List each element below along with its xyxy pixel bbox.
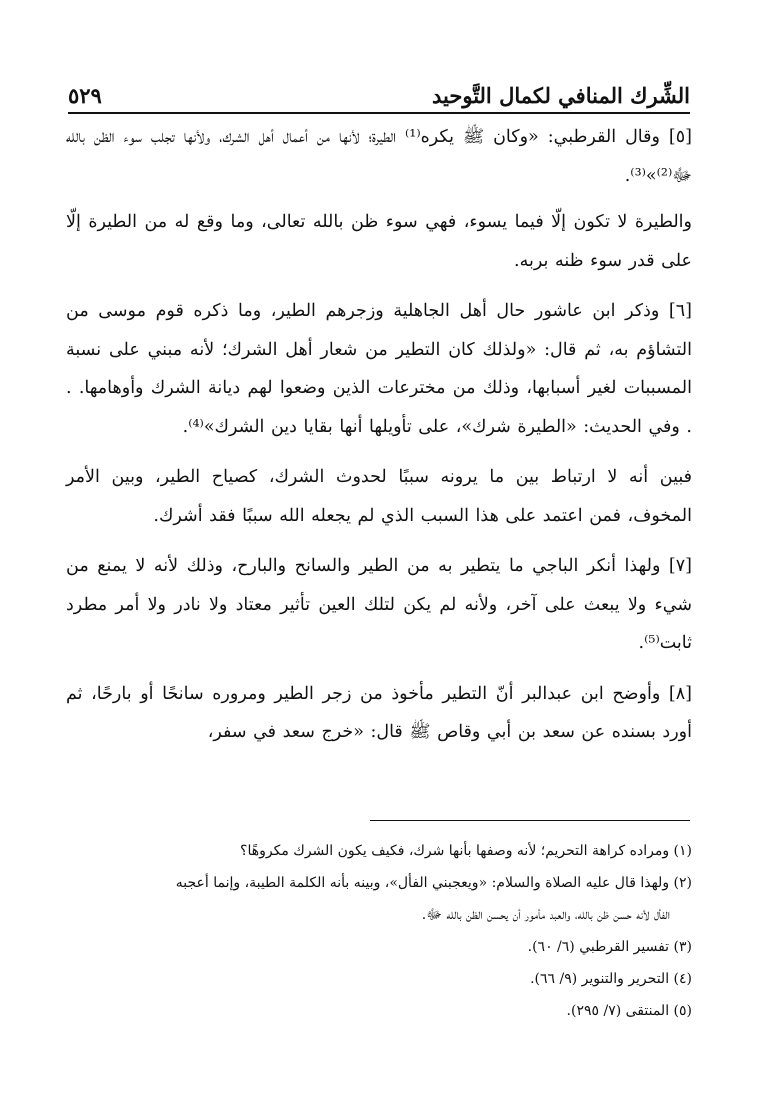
footnote-5: (٥) المنتقى (٧/ ٢٩٥).: [566, 1003, 692, 1019]
running-header: [68, 72, 690, 108]
running-title: الشِّرك المنافي لكمال التَّوحيد: [432, 83, 690, 108]
footnote-2-continued: الفأل لأنه حسن ظن بالله، والعبد مأمور أن يحسن الظن بالله ﷻ.: [421, 907, 670, 923]
footnote-4: (٤) التحرير والتنوير (٩/ ٦٦).: [530, 971, 692, 987]
footnotes: [66, 836, 692, 1028]
footnote-3: (٣) تفسير القرطبي (٦/ ٦٠).: [527, 939, 692, 955]
paragraph-no-causal-link: فبين أنه لا ارتباط بين ما يرونه سببًا لحدوث الشرك، كصياح الطير، وبين الأمر المخوف، فمن اعتمد على هذا السبب الذي لم يجعله الله سببًا فقد أشرك.: [66, 467, 692, 526]
footnote-2: (٢) ولهذا قال عليه الصلاة والسلام: «ويعجبني الفأل»، وبينه بأنه الكلمة الطيبة، وإنما أعجبه: [175, 875, 692, 891]
footnote-rule: [370, 820, 690, 821]
paragraph-5-qurtubi: [٥] وقال القرطبي: «وكان ﷺ يكره⁽¹⁾ الطيرة؛ لأنها من أعمال أهل الشرك، ولأنها تجلب سوء الظن بالله ﷻ⁽²⁾»⁽³⁾.: [66, 127, 692, 186]
paragraph-8-ibn-abdulbarr: [٨] وأوضح ابن عبدالبر أنّ التطير مأخوذ من زجر الطير ومروره سانحًا أو بارحًا، ثم أورد بسنده عن سعد بن أبي وقاص ﷺ قال: «خرج سعد في سفر،: [66, 683, 692, 742]
header-rule: [68, 112, 690, 114]
paragraph-tiyarah-meaning: والطيرة لا تكون إلّا فيما يسوء، فهي سوء ظن بالله تعالى، وما وقع له من الطيرة إلّا على قدر سوء ظنه بربه.: [66, 212, 692, 271]
footnote-1: (١) ومراده كراهة التحريم؛ لأنه وصفها بأنها شرك، فكيف يكون الشرك مكروهًا؟: [240, 843, 692, 859]
paragraph-7-baji: [٧] ولهذا أنكر الباجي ما يتطير به من الطير والسانح والبارح، وذلك لأنه لا يمنع من شيء ولا يبعث على آخر، ولأنه لم يكن لتلك العين تأثير معتاد ولا نادر ولا أمر مطرد ثابت⁽⁵⁾.: [66, 556, 692, 653]
paragraph-6-ibn-ashur: [٦] وذكر ابن عاشور حال أهل الجاهلية وزجرهم الطير، وما ذكره قوم موسى من التشاؤم به، ثم قال: «ولذلك كان التطير من شعار أهل الشرك؛ لأنه مبني على نسبة المسببات لغير أسبابها، وذلك من مخترعات الذين وضعوا لهم ديانة الشرك وأوهامها. . . وفي الحديث: «الطيرة شرك»، على تأويلها أنها بقايا دين الشرك»⁽⁴⁾.: [66, 301, 692, 437]
main-text: [66, 118, 692, 764]
page-number: ٥٢٩: [68, 83, 102, 108]
